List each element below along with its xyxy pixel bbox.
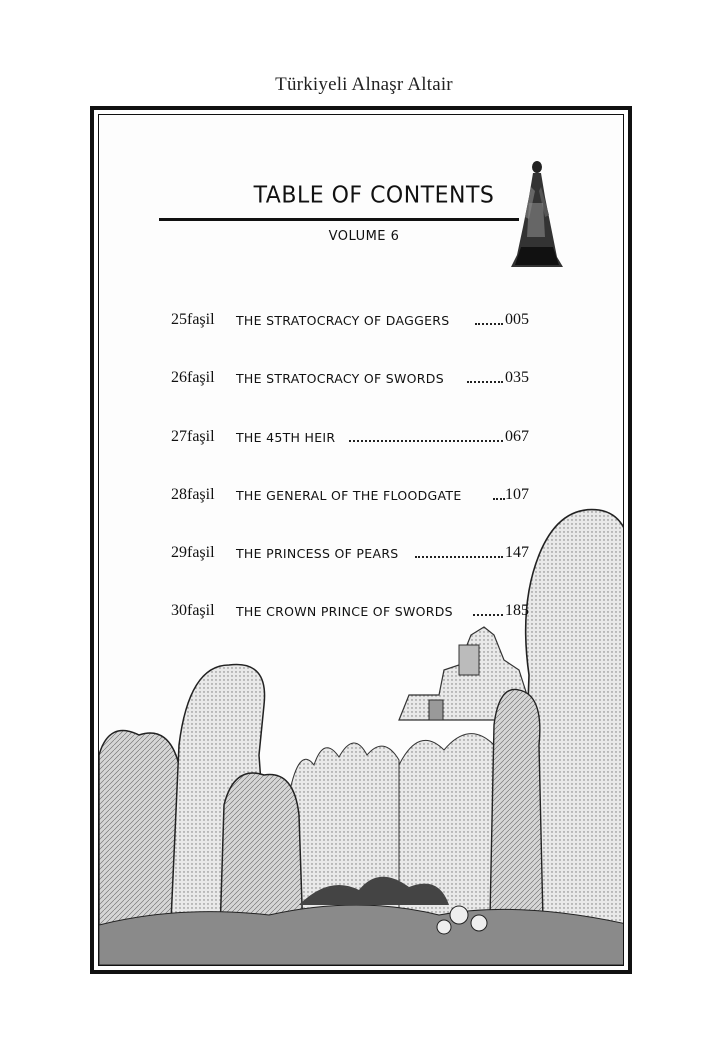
leader-dots [475,323,503,325]
chapter-page: 035 [505,369,529,386]
leader-dots [467,381,503,383]
toc-entry[interactable] [99,486,623,510]
chapter-title: THE PRINCESS OF PEARS [236,546,399,561]
toc-entry[interactable] [99,369,623,393]
chapter-number: 30faşil [171,602,215,619]
toc-heading: TABLE OF CONTENTS [253,182,495,209]
toc-entry[interactable] [99,602,623,626]
chapter-number: 25faşil [171,311,215,328]
leader-dots [493,498,505,500]
leader-dots [473,614,503,616]
chapter-title: THE STRATOCRACY OF SWORDS [236,371,444,386]
volume-label: VOLUME 6 [328,229,400,244]
chapter-number: 29faşil [171,544,215,561]
chapter-page: 005 [505,311,529,328]
standing-figure-illustration [507,157,565,269]
toc-entry[interactable] [99,428,623,452]
chapter-title: THE CROWN PRINCE OF SWORDS [236,604,453,619]
chapter-title: THE STRATOCRACY OF DAGGERS [236,313,450,328]
toc-entry[interactable] [99,311,623,335]
page-frame [90,106,632,974]
chapter-title: THE GENERAL OF THE FLOODGATE [236,488,462,503]
chapter-number: 27faşil [171,428,215,445]
series-title: Türkiyeli Alnaşr Altair [275,74,453,95]
chapter-page: 147 [505,544,529,561]
chapter-number: 28faşil [171,486,215,503]
chapter-title: THE 45TH HEIR [236,430,336,445]
page-frame-inner [98,114,624,966]
leader-dots [415,556,503,558]
toc-entry[interactable] [99,544,623,568]
chapter-page: 107 [505,486,529,503]
chapter-number: 26faşil [171,369,215,386]
chapter-page: 185 [505,602,529,619]
leader-dots [349,440,503,442]
chapter-page: 067 [505,428,529,445]
heading-rule [159,218,519,221]
